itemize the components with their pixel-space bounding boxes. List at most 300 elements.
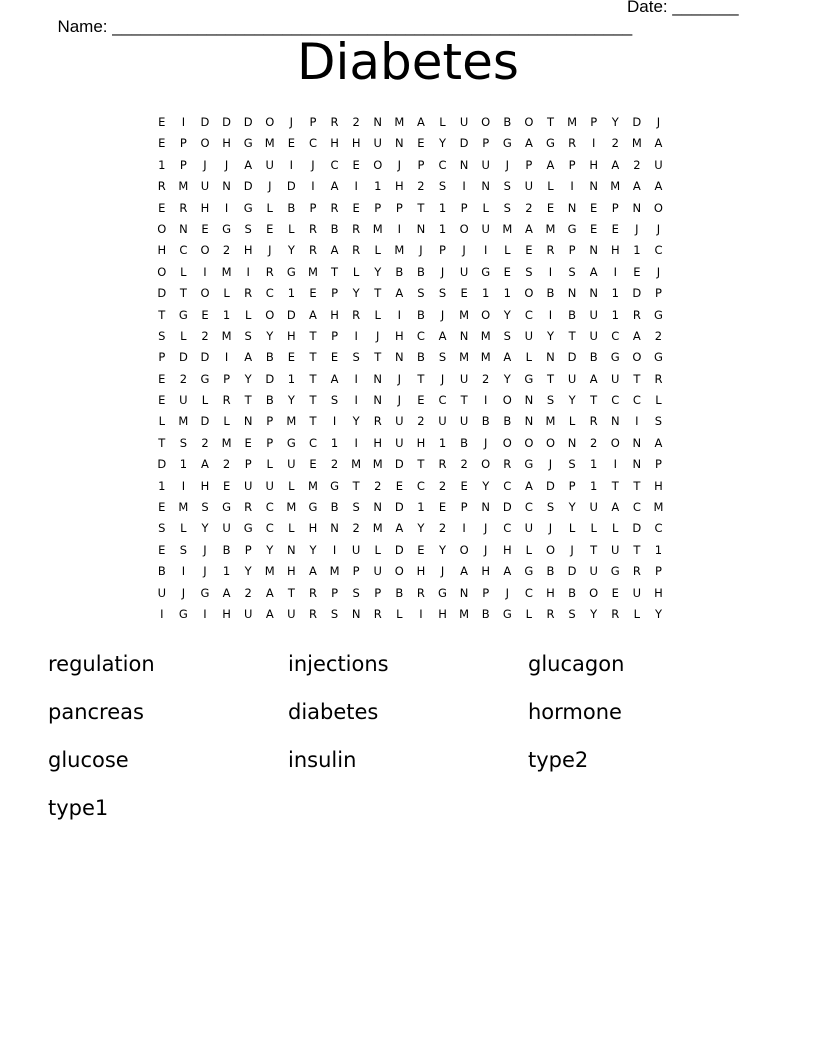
grid-letter: R <box>308 243 317 258</box>
grid-letter: A <box>395 521 404 536</box>
grid-letter: I <box>224 200 229 215</box>
grid-letter: E <box>158 542 166 557</box>
grid-letter: D <box>567 564 577 579</box>
grid-letter: Y <box>266 542 274 557</box>
grid-letter: U <box>589 564 598 579</box>
grid-letter: 1 <box>590 457 598 472</box>
grid-letter: 1 <box>633 243 641 258</box>
grid-letter: R <box>546 606 555 621</box>
grid-letter: T <box>633 478 641 493</box>
grid-letter: Y <box>374 264 382 279</box>
grid-letter: A <box>654 179 663 194</box>
grid-letter: E <box>503 264 511 279</box>
grid-letter: C <box>308 136 317 151</box>
grid-letter: I <box>484 243 488 258</box>
grid-letter: E <box>590 200 598 215</box>
grid-letter: L <box>266 200 273 215</box>
grid-letter: M <box>480 328 491 343</box>
grid-letter: J <box>203 542 207 557</box>
grid-letter: U <box>373 564 382 579</box>
grid-letter: E <box>158 393 166 408</box>
grid-letter: A <box>524 478 533 493</box>
grid-letter: M <box>459 606 470 621</box>
grid-letter: 1 <box>287 371 296 386</box>
grid-letter: B <box>546 286 555 301</box>
grid-letter: L <box>568 521 576 536</box>
grid-letter: N <box>632 200 642 215</box>
grid-letter: 2 <box>201 328 209 343</box>
grid-letter: S <box>438 286 447 301</box>
grid-letter: H <box>330 136 339 151</box>
grid-letter: J <box>440 371 445 386</box>
grid-letter: P <box>352 564 360 579</box>
grid-letter: D <box>394 457 404 472</box>
grid-letter: Y <box>244 564 252 579</box>
grid-letter: O <box>265 115 275 129</box>
grid-letter: H <box>308 521 318 536</box>
grid-letter: T <box>568 328 576 343</box>
grid-letter: P <box>654 457 662 472</box>
grid-letter: A <box>524 221 533 236</box>
grid-letter: E <box>158 371 166 386</box>
grid-letter: L <box>525 606 533 621</box>
grid-letter: A <box>589 371 598 386</box>
grid-letter: L <box>374 542 381 557</box>
grid-letter: I <box>203 606 207 621</box>
grid-letter: H <box>243 243 253 258</box>
grid-letter: A <box>244 350 253 365</box>
grid-letter: P <box>266 435 274 450</box>
grid-letter: J <box>484 521 488 536</box>
grid-letter: G <box>610 564 620 579</box>
grid-letter: L <box>180 328 187 343</box>
grid-letter: A <box>330 371 339 386</box>
grid-letter: S <box>244 328 252 343</box>
grid-letter: 2 <box>222 457 231 472</box>
grid-letter: M <box>307 264 318 279</box>
grid-letter: G <box>524 457 534 472</box>
grid-letter: R <box>157 179 166 194</box>
grid-letter: B <box>503 414 512 429</box>
grid-letter: I <box>332 414 337 429</box>
grid-letter: N <box>632 457 642 472</box>
grid-letter: S <box>158 521 166 536</box>
grid-letter: 1 <box>222 307 231 322</box>
grid-row <box>151 347 671 368</box>
grid-letter: I <box>548 264 553 279</box>
grid-letter: 1 <box>417 500 425 515</box>
grid-letter: L <box>266 457 273 472</box>
grid-letter: D <box>200 115 210 129</box>
grid-letter: U <box>589 328 598 343</box>
name-field-label: Name: _______________________________________________________ <box>57 17 633 36</box>
grid-letter: D <box>567 350 577 365</box>
grid-letter: C <box>265 286 274 301</box>
grid-letter: P <box>244 457 252 472</box>
word-list-item: glucose <box>48 748 129 772</box>
grid-letter: G <box>524 371 534 386</box>
grid-letter: C <box>438 157 447 172</box>
grid-letter: T <box>309 350 317 365</box>
grid-letter: J <box>656 264 661 279</box>
word-list-item: pancreas <box>48 700 144 724</box>
grid-letter: C <box>524 500 533 515</box>
grid-letter: J <box>397 157 402 172</box>
grid-row <box>151 369 671 390</box>
grid-letter: H <box>546 585 555 600</box>
grid-letter: A <box>654 136 663 151</box>
grid-letter: S <box>158 328 166 343</box>
grid-letter: S <box>503 179 511 194</box>
grid-letter: I <box>354 179 358 194</box>
grid-letter: L <box>439 115 446 129</box>
grid-letter: R <box>416 585 425 600</box>
grid-letter: N <box>373 371 383 386</box>
word-list-item: hormone <box>528 700 622 724</box>
grid-letter: H <box>287 328 296 343</box>
grid-letter: D <box>243 115 253 129</box>
grid-letter: O <box>481 115 491 129</box>
grid-row <box>151 411 671 432</box>
grid-letter: G <box>502 606 512 621</box>
grid-letter: N <box>524 414 534 429</box>
grid-letter: Y <box>611 115 619 129</box>
grid-letter: B <box>395 264 404 279</box>
grid-letter: U <box>243 606 253 621</box>
grid-letter: J <box>484 435 488 450</box>
grid-letter: M <box>459 307 470 322</box>
grid-letter: E <box>417 393 425 408</box>
grid-letter: E <box>417 136 425 151</box>
grid-letter: P <box>331 328 339 343</box>
grid-letter: P <box>460 500 468 515</box>
grid-letter: Y <box>201 521 209 536</box>
grid-letter: 1 <box>654 542 663 557</box>
word-list-item: injections <box>288 652 389 676</box>
grid-letter: B <box>460 435 469 450</box>
grid-letter: U <box>287 457 296 472</box>
grid-letter: D <box>243 179 253 194</box>
grid-letter: T <box>331 264 339 279</box>
grid-letter: H <box>351 136 361 151</box>
grid-letter: P <box>590 115 598 129</box>
grid-row <box>151 540 671 561</box>
grid-letter: E <box>222 478 231 493</box>
grid-letter: R <box>330 200 339 215</box>
word-list <box>48 640 768 832</box>
grid-letter: P <box>568 478 576 493</box>
grid-letter: P <box>309 200 317 215</box>
grid-letter: M <box>545 221 556 236</box>
grid-letter: J <box>635 221 639 236</box>
grid-letter: N <box>395 136 404 151</box>
grid-letter: R <box>654 371 663 386</box>
grid-letter: M <box>264 136 275 151</box>
date-field-label: Date: _______ <box>627 0 739 16</box>
grid-letter: O <box>524 435 534 450</box>
grid-letter: E <box>438 500 447 515</box>
grid-letter: A <box>309 564 317 579</box>
grid-letter: G <box>178 606 188 621</box>
grid-letter: C <box>416 478 425 493</box>
grid-letter: R <box>632 307 641 322</box>
grid-letter: G <box>243 136 253 151</box>
grid-letter: O <box>632 350 642 365</box>
grid-letter: M <box>329 564 340 579</box>
grid-letter: B <box>330 500 339 515</box>
grid-letter: J <box>203 564 207 579</box>
grid-letter: I <box>160 606 164 621</box>
grid-letter: P <box>482 136 490 151</box>
grid-letter: I <box>246 264 250 279</box>
grid-letter: M <box>502 221 513 236</box>
grid-letter: R <box>265 264 274 279</box>
grid-letter: S <box>179 542 188 557</box>
grid-letter: S <box>525 264 533 279</box>
grid-letter: O <box>394 564 404 579</box>
grid-letter: S <box>352 585 360 600</box>
grid-letter: L <box>288 221 295 236</box>
grid-letter: S <box>179 435 188 450</box>
grid-row <box>151 518 671 539</box>
grid-letter: R <box>330 115 339 129</box>
grid-letter: A <box>611 500 620 515</box>
grid-letter: M <box>307 478 318 493</box>
grid-letter: P <box>309 115 317 129</box>
grid-letter: R <box>632 564 641 579</box>
grid-letter: G <box>200 585 210 600</box>
grid-letter: G <box>308 500 318 515</box>
grid-letter: M <box>653 500 664 515</box>
grid-letter: N <box>373 500 383 515</box>
grid-letter: O <box>157 221 167 236</box>
grid-letter: U <box>373 136 382 151</box>
grid-letter: B <box>481 414 490 429</box>
grid-letter: L <box>655 393 662 408</box>
grid-letter: H <box>481 564 491 579</box>
grid-letter: 2 <box>352 115 360 129</box>
grid-letter: G <box>481 264 491 279</box>
grid-letter: D <box>632 286 642 301</box>
grid-letter: I <box>354 393 358 408</box>
grid-letter: H <box>654 478 663 493</box>
grid-letter: P <box>244 542 252 557</box>
grid-letter: A <box>546 157 555 172</box>
grid-letter: N <box>330 521 339 536</box>
grid-letter: J <box>181 585 186 600</box>
grid-letter: O <box>373 157 383 172</box>
grid-letter: M <box>221 435 232 450</box>
grid-letter: 1 <box>590 478 598 493</box>
grid-letter: M <box>351 457 362 472</box>
grid-letter: E <box>633 264 641 279</box>
grid-letter: Y <box>287 243 295 258</box>
grid-letter: R <box>568 136 577 151</box>
grid-letter: J <box>484 542 488 557</box>
grid-letter: N <box>373 393 383 408</box>
grid-letter: L <box>288 521 295 536</box>
grid-letter: T <box>633 542 641 557</box>
grid-letter: R <box>352 221 361 236</box>
grid-letter: P <box>611 200 619 215</box>
grid-letter: I <box>289 157 294 172</box>
grid-letter: O <box>481 457 491 472</box>
grid-letter: M <box>264 564 275 579</box>
grid-letter: Y <box>309 542 317 557</box>
grid-letter: C <box>179 243 188 258</box>
grid-letter: 1 <box>611 307 619 322</box>
grid-letter: U <box>395 435 404 450</box>
grid-letter: N <box>459 328 469 343</box>
grid-letter: E <box>158 115 166 129</box>
grid-letter: P <box>223 371 231 386</box>
grid-letter: C <box>632 500 641 515</box>
grid-row <box>151 262 671 283</box>
grid-letter: T <box>417 200 425 215</box>
grid-row <box>151 433 671 454</box>
grid-letter: D <box>265 371 275 386</box>
grid-letter: A <box>309 307 317 322</box>
grid-letter: O <box>589 585 599 600</box>
grid-letter: J <box>419 243 423 258</box>
grid-letter: N <box>567 286 577 301</box>
grid-letter: N <box>481 179 490 194</box>
grid-letter: Y <box>266 328 274 343</box>
grid-letter: C <box>611 328 620 343</box>
grid-letter: G <box>502 136 512 151</box>
grid-letter: C <box>654 521 663 536</box>
grid-letter: N <box>524 393 534 408</box>
word-list-item: type1 <box>48 796 109 820</box>
grid-letter: D <box>632 521 642 536</box>
grid-letter: G <box>222 500 232 515</box>
grid-letter: L <box>158 414 165 429</box>
grid-letter: N <box>395 350 404 365</box>
grid-letter: O <box>459 542 469 557</box>
grid-letter: H <box>438 606 447 621</box>
grid-letter: J <box>397 393 402 408</box>
grid-letter: 2 <box>460 457 468 472</box>
grid-letter: Y <box>439 136 447 151</box>
grid-letter: D <box>286 307 296 322</box>
grid-letter: S <box>330 606 339 621</box>
grid-letter: M <box>610 179 621 194</box>
grid-letter: E <box>287 350 295 365</box>
grid-letter: H <box>395 328 404 343</box>
grid-letter: U <box>632 585 642 600</box>
grid-letter: M <box>372 221 383 236</box>
grid-letter: E <box>352 200 360 215</box>
grid-letter: G <box>330 478 339 493</box>
grid-letter: P <box>331 585 339 600</box>
grid-letter: L <box>201 393 209 408</box>
grid-letter: T <box>590 542 598 557</box>
grid-letter: U <box>222 521 231 536</box>
grid-letter: 2 <box>244 585 252 600</box>
grid-letter: J <box>548 521 553 536</box>
grid-letter: J <box>570 542 574 557</box>
grid-letter: N <box>287 542 296 557</box>
grid-letter: L <box>547 179 554 194</box>
grid-letter: Y <box>287 393 295 408</box>
grid-letter: T <box>244 393 252 408</box>
grid-letter: N <box>567 435 577 450</box>
grid-letter: 1 <box>503 286 511 301</box>
grid-row <box>151 133 671 154</box>
grid-letter: S <box>568 264 576 279</box>
grid-letter: L <box>180 264 187 279</box>
grid-letter: H <box>416 564 426 579</box>
grid-letter: R <box>308 221 317 236</box>
grid-letter: N <box>243 414 253 429</box>
grid-letter: I <box>570 179 574 194</box>
grid-letter: B <box>546 564 555 579</box>
grid-letter: O <box>200 243 210 258</box>
grid-letter: I <box>462 179 466 194</box>
grid-letter: H <box>222 136 231 151</box>
grid-letter: 2 <box>417 414 425 429</box>
grid-letter: U <box>524 328 534 343</box>
grid-letter: A <box>222 585 231 600</box>
grid-letter: H <box>373 435 383 450</box>
grid-letter: E <box>417 542 425 557</box>
grid-letter: P <box>395 200 403 215</box>
grid-letter: G <box>546 136 555 151</box>
grid-letter: N <box>459 585 469 600</box>
grid-letter: P <box>374 200 382 215</box>
grid-letter: E <box>460 478 468 493</box>
grid-letter: L <box>396 606 403 621</box>
grid-letter: S <box>352 350 360 365</box>
word-list-item: glucagon <box>528 652 625 676</box>
grid-letter: I <box>635 414 639 429</box>
grid-letter: Y <box>546 328 554 343</box>
grid-letter: U <box>481 157 490 172</box>
grid-letter: B <box>568 307 577 322</box>
grid-letter: T <box>309 414 317 429</box>
grid-letter: I <box>484 393 488 408</box>
grid-letter: A <box>438 328 447 343</box>
word-list-item: type2 <box>528 748 589 772</box>
grid-letter: J <box>440 307 445 322</box>
grid-letter: H <box>395 179 404 194</box>
grid-letter: C <box>438 393 447 408</box>
grid-letter: D <box>394 500 404 515</box>
grid-letter: I <box>181 115 186 129</box>
grid-letter: M <box>221 264 232 279</box>
grid-letter: E <box>309 457 317 472</box>
grid-letter: O <box>200 286 210 301</box>
grid-letter: L <box>590 521 597 536</box>
grid-letter: C <box>503 478 512 493</box>
grid-letter: H <box>610 243 620 258</box>
grid-letter: D <box>200 414 210 429</box>
grid-letter: I <box>354 435 358 450</box>
grid-row <box>151 305 671 326</box>
grid-letter: B <box>503 115 512 129</box>
grid-letter: E <box>611 221 619 236</box>
grid-letter: E <box>546 200 555 215</box>
grid-letter: N <box>567 200 577 215</box>
grid-letter: C <box>524 307 533 322</box>
grid-letter: I <box>311 179 315 194</box>
grid-letter: S <box>654 414 663 429</box>
grid-row <box>151 583 671 604</box>
grid-letter: U <box>524 521 534 536</box>
grid-letter: P <box>439 243 446 258</box>
grid-letter: M <box>631 136 642 151</box>
grid-letter: Y <box>568 393 576 408</box>
